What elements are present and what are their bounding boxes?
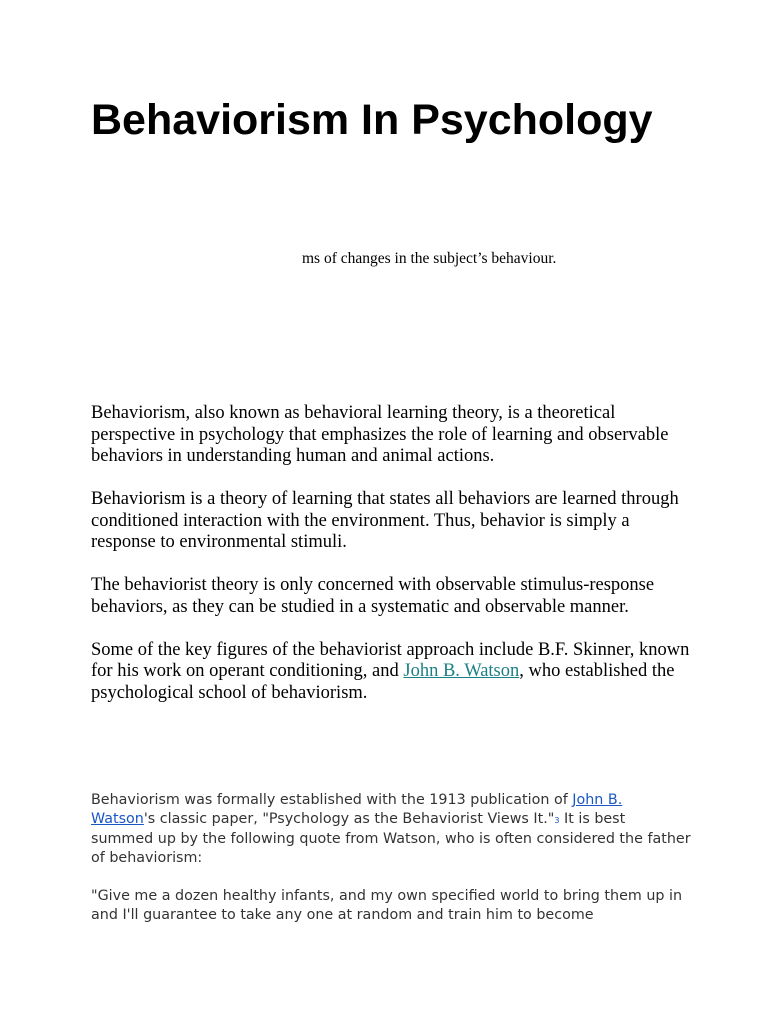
paragraph-theory: Behaviorism is a theory of learning that states all behaviors are learned through conditioned interaction with the environment. Thus, behavior is simply a response to environmental stimuli. [91,489,679,552]
john-watson-link[interactable]: John B. Watson [403,661,520,681]
paragraph-definition: Behaviorism, also known as behavioral learning theory, is a theoretical perspective in psychology that emphasizes the role of learning and observable behaviors in understanding human and animal actions. [91,403,669,466]
text-fragment: ms of changes in the subject’s behaviour. [302,250,557,267]
paragraph-key-figures [91,640,691,705]
history-text-mid: 's classic paper, "Psychology as the Behaviorist Views It." [143,811,555,827]
history-section [91,791,691,944]
history-text: Behaviorism was formally established with the 1913 publication of [91,792,573,808]
key-figures-text: Some of the key figures of the behaviorist approach include B.F. Skinner, known for his work on operant conditioning, and [91,639,690,681]
page-title: Behaviorism In Psychology [91,96,653,144]
paragraph-history [91,791,691,868]
key-figures-text-end: , who established the psychological school of behaviorism. [91,661,675,703]
john-watson-history-link[interactable]: John B. Watson [91,792,623,827]
footnote-marker[interactable]: 3 [554,816,560,825]
paragraph-observable: The behaviorist theory is only concerned with observable stimulus-response behaviors, as they can be studied in a systematic and observable manner. [91,575,655,617]
history-text-end: It is best summed up by the following quote from Watson, who is often considered the father of behaviorism: [91,811,691,866]
article-body [91,403,691,704]
watson-quote: "Give me a dozen healthy infants, and my own specified world to bring them up in and I'll guarantee to take any one at random and train him to become [91,888,683,923]
